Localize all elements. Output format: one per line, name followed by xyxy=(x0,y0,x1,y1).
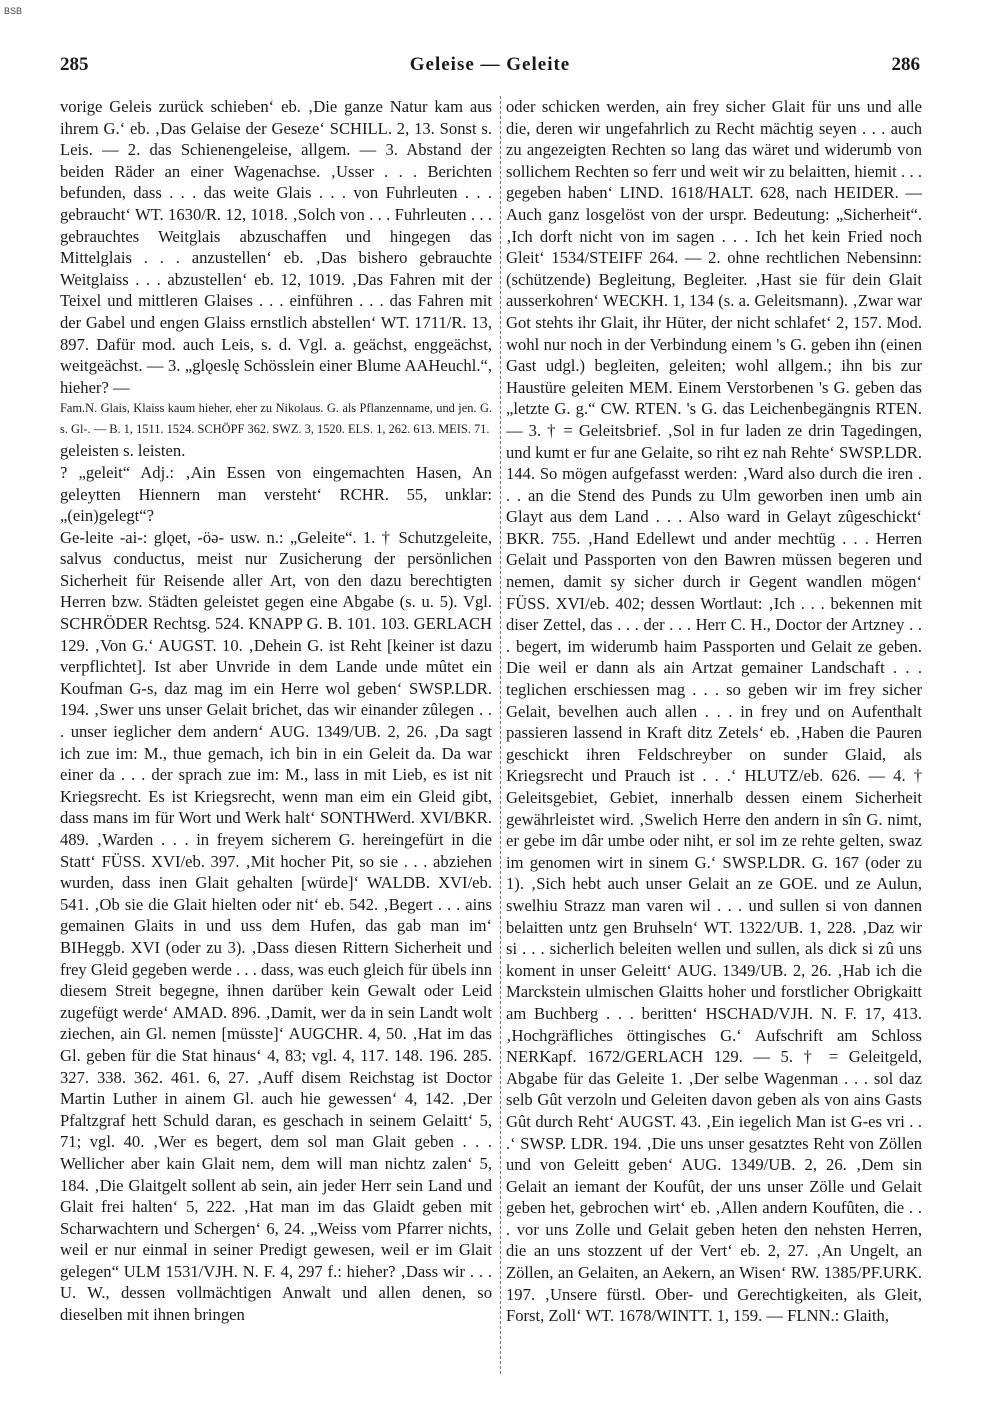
page-number-right: 286 xyxy=(891,54,920,75)
page-header xyxy=(60,54,920,80)
entry-geleit-adj: ? „geleit“ Adj.: ‚Ain Essen von eingemachten Hasen, An geleytten Hiennern man versteht‘ RCHR. 55, unklar: „(ein)gelegt“? xyxy=(60,462,492,526)
column-divider xyxy=(500,96,501,1374)
library-stamp: BSB xyxy=(4,6,23,16)
entry-geleite: Ge-leite -ai-: glǫet, -öə- usw. n.: „Geleite“. 1. † Schutzgeleite, salvus conductus, meist nur Zusicherung der persönlichen Sicherheit für Reisende aller Art, von den dazu berechtigten Herren bzw. Städten geleistet gegen eine Abgabe (s. u. 5). Vgl. SCHRÖDER Rechtsg. 524. KNAPP G. B. 101. 103. GERLACH 129. ‚Von G.‘ AUGST. 10. ‚Dehein G. ist Reht [keiner ist dazu verpflichtet]. Ist aber Unvride in dem Lande unde mûtet ein Koufman G-s, daz mag im ein Herre wol geben‘ SWSP.LDR. 194. ‚Swer uns unser Gelait brichet, das wir einander zûlegen . . . unser ieglicher dem andern‘ AUG. 1349/UB. 2, 26. ‚Da sagt ich zue im: M., thue gemach, ich bin in ein Geleit da. Da war einer da . . . der sprach zue im: M., lass in mit Lieb, es ist nit Kriegsrecht. Es ist Kriegsrecht, wenn man eim ein Gleid gibt, dass mans im für Wort und Werk halt‘ SONTHWerd. XVI/BKR. 489. ‚Warden . . . in freyem sicherem G. hereingefürt in die Statt‘ FÜSS. XVI/eb. 397. ‚Mit hocher Pit, so sie . . . abziehen wurden, dass inen Glait gehalten [würde]‘ WALDB. XVI/eb. 541. ‚Ob sie die Glait hielten oder nit‘ eb. 542. ‚Begert . . . ains gemainen Glaits in und uss dem Hufen, das gab man im‘ BIHeggb. XVI (oder zu 3). ‚Dass diesen Rittern Sicherheit und frey Gleid gegeben werde . . . dass, was euch gleich für übels inn diesem Streit begegne, ihnen darüber kein Gewalt oder Leid zugefügt werde‘ AMAD. 896. ‚Damit, wer da in sein Landt wolt ziechen, ain Gl. nemen [müsste]‘ AUGCHR. 4, 50. ‚Hat im das Gl. geben für die Stat hinaus‘ 4, 83; vgl. 4, 117. 148. 196. 285. 327. 338. 362. 461. 6, 27. ‚Auff disem Reichstag ist Doctor Martin Luther in ainem Gl. auch hie gewessen‘ 4, 142. ‚Der Pfaltzgraf hett Schuld daran, es geschach in seinem Gelaitt‘ 5, 71; vgl. 40. ‚Wer es begert, dem sol man Glait geben . . . Wellicher aber kain Glait nem, dem will man nichtz zalen‘ 5, 184. ‚Die Glaitgelt sollent ab sein, ain jeder Herr sein Land und Glait frei halten‘ 5, 222. ‚Hat man im das Glaidt geben mit Scharwachtern und Schergen‘ 6, 24. „Weiss vom Pfarrer nichts, weil er nur einmal in seiner Predigt gewesen, weil er im Glait gelegen“ ULM 1531/VJH. N. F. 4, 297 f.: hieher? ‚Dass wir . . . U. W., dessen vollmächtigen Anwalt und allen denen, so dieselben mit ihnen bringen xyxy=(60,527,492,1325)
entry-geleite-continued: oder schicken werden, ain frey sicher Glait für uns und alle die, deren wir ungefahrlich zu Recht mächtig seyen . . . auch zu angezeigten Rechten so lang das wäret und widerumb von sollichem Rechten so ferr und weit wir zu belaitten, hiemit . . . gegeben haben‘ LIND. 1618/HALT. 628, nach HEIDER. — Auch ganz losgelöst von der urspr. Bedeutung: „Sicherheit“. ‚Ich dorft nicht von im sagen . . . Ich het kein Fried noch Gleit‘ 1534/STEIFF 264. — 2. ohne rechtlichen Nebensinn: (schützende) Begleitung, Begleiter. ‚Hast sie für dein Glait ausserkohren‘ WECKH. 1, 134 (s. a. Geleitsmann). ‚Zwar war Got stehts ihr Glait, ihr Hüter, der nicht schlafet‘ 2, 157. Mod. wohl nur noch in der Verbindung einem 's G. geben ihn (einen Gast udgl.) begleiten, geleiten; wohl allgem.; ihn bis zur Haustüre geleiten MEM. Einem Verstorbenen 's G. geben das „letzte G. g.“ CW. RTEN. 's G. das Leichenbegängnis RTEN. — 3. † = Geleitsbrief. ‚Sol in fur laden ze drin Tagedingen, und kumt er fur ane Gelaite, so riht ez nah Rehte‘ SWSP.LDR. 144. So mögen aufgefasst werden: ‚Ward also durch die iren . . . an die Stend des Punds zu Ulm geworben inen umb ain Glayt aus dem Land . . . Also ward in Gelayt zûgeschickt‘ BKR. 755. ‚Hand Edellewt und ander mechtüg . . . Herren Gelait und Passporten von den Bawren müssen begeren und nemen, damit sy sicher durch ir Gegent wandlen mögen‘ FÜSS. XVI/eb. 402; dessen Wortlaut: ‚Ich . . . bekennen mit diser Zettel, das . . . der . . . Herr C. H., Doctor der Artzney . . . begert, im widerumb haim Passporten und Gelait ze geben. Die weil er dann als ain Artzat gemainer Landschaft . . . teglichen erschiessen mag . . . so geben wir im frey sicher Gelait, bevelhen auch allen . . . in frey und on Aufenthalt passieren lassend in Kraft ditz Zetels‘ eb. ‚Haben die Pauren geschickt ihren Feldschreyber on sunder Glaid, als Kriegsrecht und Prauch ist . . .‘ HLUTZ/eb. 626. — 4. † Geleitsgebiet, Gebiet, innerhalb dessen einem Sicherheit gewährleistet wird. ‚Swelich Herre den andern in sîn G. nimt, er gebe im dâr umbe oder niht, er sol im ze rehte gelten, swaz im genomen wirt in sinem G.‘ SWSP.LDR. G. 167 (oder zu 1). ‚Sich hebt auch unser Gelait an ze GOE. und ze Aulun, swelhiu Strazz man varen wil . . . und sullen si von dannen belaitten untz gen Bruhseln‘ WT. 1322/UB. 1, 228. ‚Daz wir si . . . sicherlich beleiten wellen und sullen, als dick si zû uns koment in unser Geleitt‘ AUG. 1349/UB. 2, 26. ‚Hab ich die Marckstein ulmischen Glaitts hoher und forstlicher Obrigkaitt am Buchberg . . . beritten‘ HSCHAD/VJH. N. F. 17, 413. ‚Hochgräfliches öttingisches G.‘ Aufschrift am Schloss NERKapf. 1672/GERLACH 129. — 5. † = Geleitgeld, Abgabe für das Geleite 1. ‚Der selbe Wagenman . . . sol daz selb Gût verzoln und Geleiten davon geben als von ains Gasts Gût durch Reht‘ AUGST. 43. ‚Ein iegelich Man ist G-es vri . . .‘ SWSP. LDR. 194. ‚Die uns unser gesatztes Reht von Zöllen und von Geleitt geben‘ AUG. 1349/UB. 2, 26. ‚Dem sin Gelait an iemant der Koufût, der uns unser Zölle und Gelait geben het, gebrochen wirt‘ eb. ‚Allen andern Koufûten, die . . . vor uns Zolle und Gelait geben heten den nehsten Herren, die an uns stozzent uf der Vert‘ eb. 2, 27. ‚An Ungelt, an Zöllen, an Gelaiten, an Aekern, an Wisen‘ RW. 1385/PF.URK. 197. ‚Unsere fürstl. Ober- und Gerechtigkeiten, als Gleit, Forst, Zoll‘ WT. 1678/WINTT. 1, 159. — FLNN.: Glaith, xyxy=(506,97,922,1326)
entry-geleisten: geleisten s. leisten. xyxy=(60,441,186,461)
entry-geleise-notes: Fam.N. Glais, Klaiss kaum hieher, eher zu Nikolaus. G. als Pflanzenname, und jen. G. s. Gl-. — B. 1, 1511. 1524. SCHÖPF 362. SWZ. 3, 1520. ELS. 1, 262. 613. MEIS. 71. xyxy=(60,401,492,437)
page-title: Geleise — Geleite xyxy=(409,54,571,75)
left-column xyxy=(60,96,492,1376)
page-number-left: 285 xyxy=(60,54,89,75)
right-column xyxy=(506,96,922,1376)
entry-geleise-continued: vorige Geleis zurück schieben‘ eb. ‚Die ganze Natur kam aus ihrem G.‘ eb. ‚Das Gelaise der Geseze‘ SCHILL. 2, 13. Sonst s. Leis. — 2. das Schienengeleise, allgem. — 3. Abstand der beiden Räder an einer Wagenachse. ‚Usser . . . Berichten befunden, dass . . . das weite Glais . . . von Fuhrleuten . . . gebraucht‘ WT. 1630/R. 12, 1018. ‚Solch von . . . Fuhrleuten . . . gebrauchtes Weitglais abzuschaffen und hingegen das Mittelglais . . . anzustellen‘ eb. ‚Das bishero gebrauchte Weitglaiss . . . abzustellen‘ eb. 12, 1019. ‚Das Fahren mit der Teixel und mittleren Glaises . . . einführen . . . das Fahren mit der Gabel und engen Glaiss ernstlich abstellen‘ WT. 1711/R. 13, 897. Dafür mod. auch Leis, s. d. Vgl. a. geächst, enggeächst, weitgeächst. — 3. „glǫeslę Schösslein einer Blume AAHeuchl.“, hieher? — xyxy=(60,97,492,397)
